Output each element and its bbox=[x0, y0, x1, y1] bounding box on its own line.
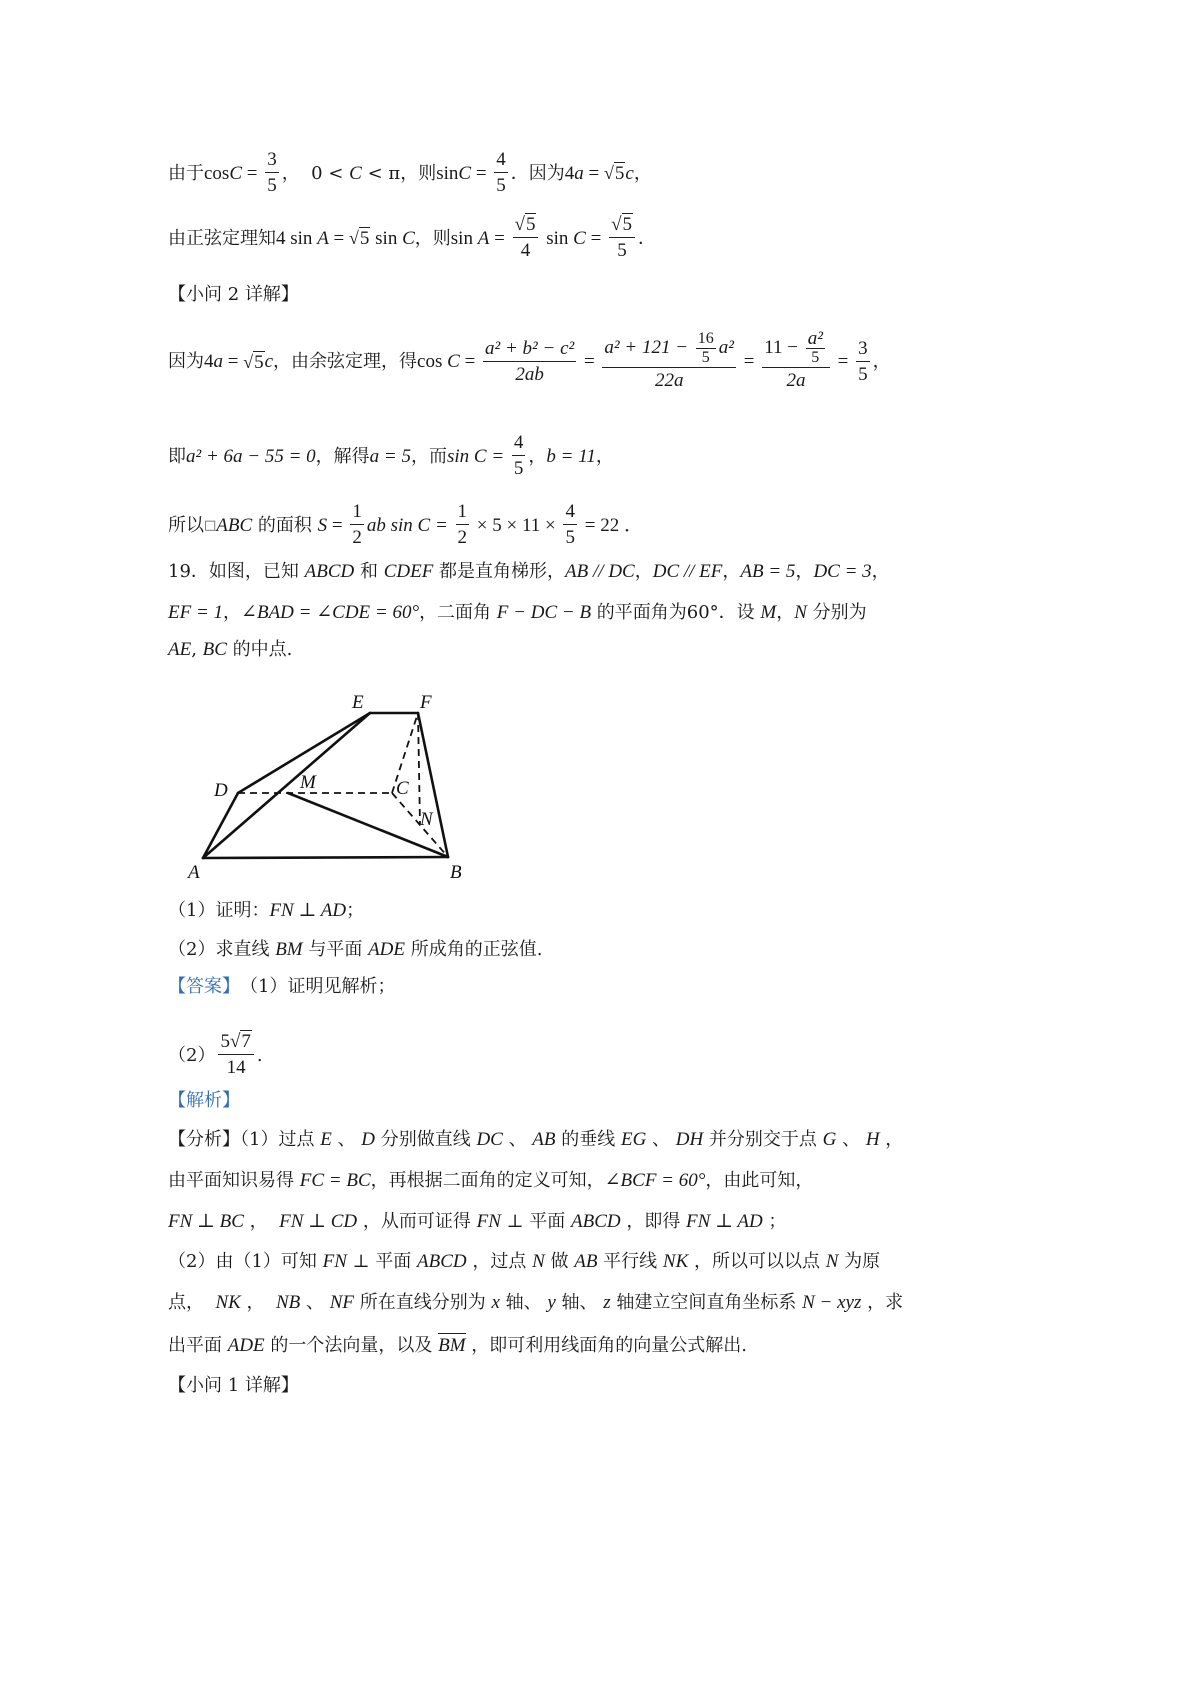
analysis-line-4: （2）由（1）可知 FN ⊥ 平面 ABCD ，过点 N 做 AB 平行线 NK ，所以可以以点 N 为原 bbox=[168, 1251, 881, 1272]
label-A: A bbox=[188, 862, 200, 883]
analysis-line-5: 点， NK ， NB 、 NF 所在直线分别为 x 轴、 y 轴、 z 轴建立空间直角坐标系 N − xyz ，求 bbox=[168, 1292, 904, 1313]
solution-line-6: 所以 □ ABC 的面积 S = $\frac{1}{2}$ ab sin C = $\frac{1}{2}$ × 5 × 11 × $\frac{4}{5}$ = 22 ． bbox=[168, 501, 643, 548]
solution-line-4: 因为 4 a = √5 c ，由余弦定理，得 cos C = $\frac{\text{a² + b² − c²}}{2ab}$ = a² + 121 − $\frac{16}{5}$ a² 22a = 11 − $\frac{\text{a²}}{5}$ 2a = $\frac{3}{5}$ ， bbox=[168, 328, 891, 391]
label-D: D bbox=[214, 780, 228, 801]
geometry-figure bbox=[180, 686, 480, 884]
analysis-line-2: 由平面知识易得 FC = BC ，再根据二面角的定义可知， ∠BCF = 60° ，由此可知， bbox=[168, 1170, 814, 1191]
label-C: C bbox=[396, 778, 409, 799]
part-2: （2）求直线 BM 与平面 ADE 所成角的正弦值. bbox=[168, 939, 543, 960]
solution-line-1: 由于 cos C = $\frac{3}{5}$ ， 0 < C < π，则 sin C = $\frac{4}{5}$ ．因为 4 a = √5 c ， bbox=[168, 148, 652, 199]
vector-BM: BM bbox=[438, 1335, 466, 1356]
label-E: E bbox=[352, 692, 364, 713]
label-M: M bbox=[300, 772, 316, 793]
analysis-heading: 【解析】 bbox=[168, 1090, 240, 1111]
solution-line-2: 由正弦定理知 4 sin A = √5 sin C ，则 sin A = $\frac{√5}{4}$ sin C = $\frac{√5}{5}$ ． bbox=[168, 214, 657, 261]
edge-FB bbox=[418, 713, 448, 857]
part-1: （1）证明： FN ⊥ AD ； bbox=[168, 900, 365, 921]
edge-AB bbox=[203, 857, 448, 858]
analysis-line-3: FN ⊥ BC ， FN ⊥ CD ，从而可证得 FN ⊥ 平面 ABCD ，即得 FN ⊥ AD ； bbox=[168, 1211, 787, 1232]
answer-tag: 【答案】 bbox=[168, 976, 240, 997]
label-B: B bbox=[450, 862, 462, 883]
edge-AE bbox=[203, 713, 370, 858]
analysis-line-6: 出平面 ADE 的一个法向量，以及 BM ，即可利用线面角的向量公式解出. bbox=[168, 1334, 748, 1356]
label-N: N bbox=[420, 809, 433, 830]
analysis-line-1: 【分析】（1）过点 E 、 D 分别做直线 DC 、 AB 的垂线 EG 、 DH 并分别交于点 G 、 H ， bbox=[168, 1129, 904, 1150]
solution-line-5: 即 a² + 6a − 55 = 0 ，解得 a = 5 ，而 sin C = $\frac{4}{5}$ ， b = 11 ， bbox=[168, 432, 614, 479]
answer-line-1: 【答案】 （1）证明见解析； bbox=[168, 976, 396, 997]
label-F: F bbox=[420, 692, 432, 713]
section-heading-last: 【小问 1 详解】 bbox=[168, 1375, 299, 1396]
question-19-line-2: EF = 1 ， ∠BAD = ∠CDE = 60° ，二面角 F − DC − B 的平面角为60°．设 M ， N 分别为 bbox=[168, 602, 867, 623]
question-19-line-1: 19．如图，已知 ABCD 和 CDEF 都是直角梯形， AB // DC ， DC // EF ， AB = 5 ， DC = 3 ， bbox=[168, 561, 890, 582]
fraction: $\frac{3}{5}$ bbox=[267, 149, 277, 196]
edge-AD bbox=[203, 793, 238, 858]
question-19-line-3: AE , BC 的中点. bbox=[168, 639, 293, 660]
section-heading: 【小问 2 详解】 bbox=[168, 284, 299, 305]
answer-line-2: （2） $\frac{5√7}{14}$ . bbox=[168, 1031, 263, 1078]
